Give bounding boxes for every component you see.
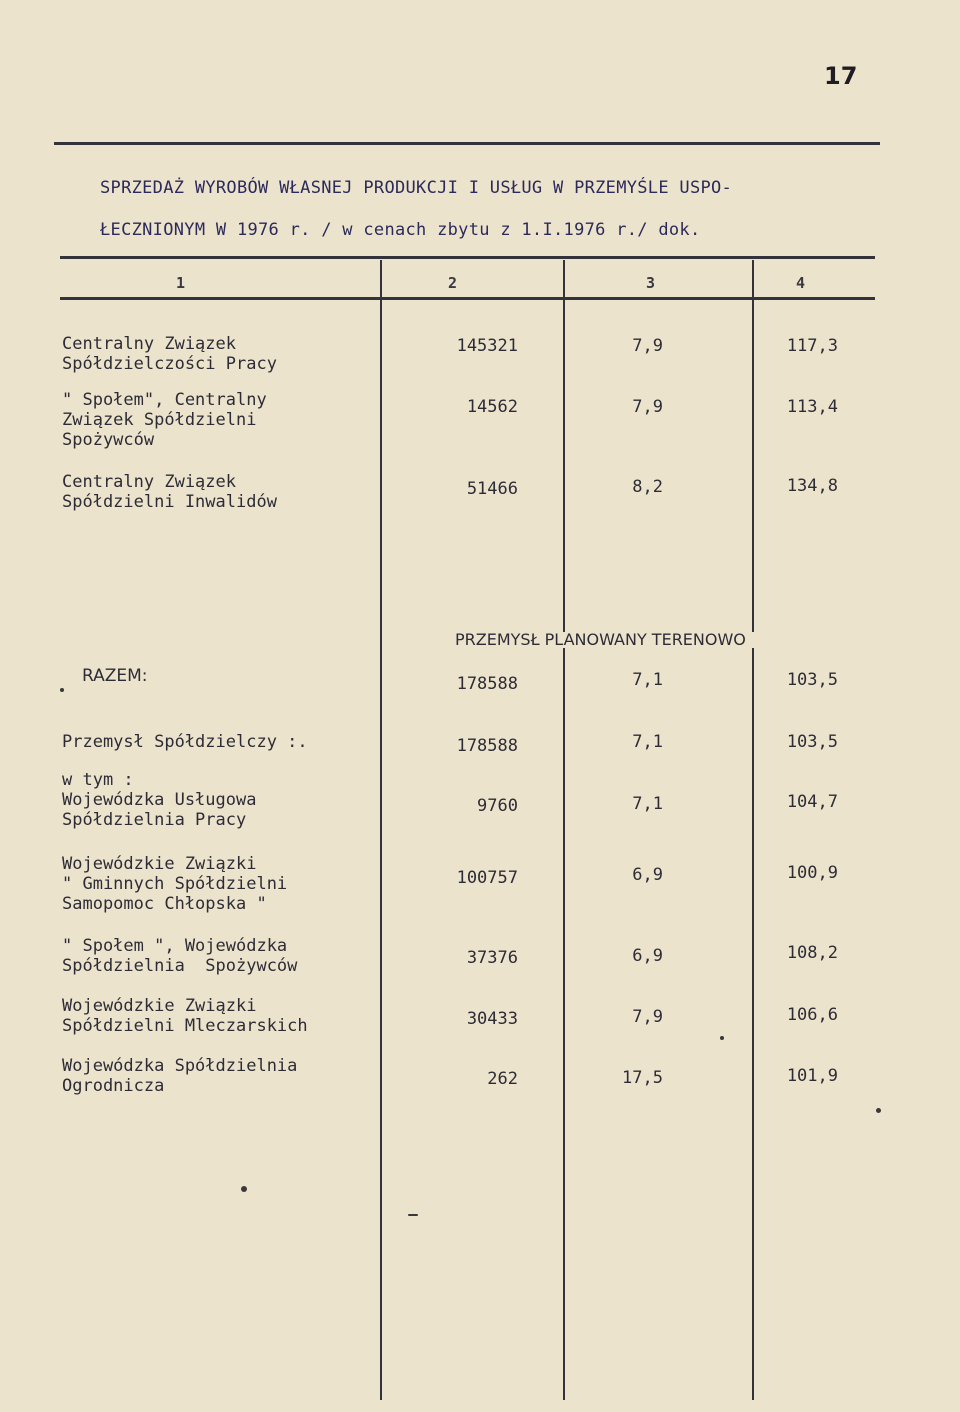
column-number-4: 4 bbox=[796, 274, 806, 292]
total-value-col3: 7,1 bbox=[632, 670, 663, 690]
column-number-1: 1 bbox=[176, 274, 186, 292]
column-divider-2a bbox=[563, 260, 565, 632]
row-value-col3: 7,9 bbox=[632, 397, 663, 417]
row-value-col3: 7,9 bbox=[632, 1007, 663, 1027]
page-number: 17 bbox=[824, 62, 858, 90]
row-value-col3: 7,9 bbox=[632, 336, 663, 356]
column-number-3: 3 bbox=[646, 274, 656, 292]
section-title: PRZEMYSŁ PLANOWANY TERENOWO bbox=[455, 630, 746, 649]
total-value-col4: 103,5 bbox=[786, 670, 838, 690]
paper-speck bbox=[60, 688, 64, 692]
paper-speck bbox=[876, 1108, 881, 1113]
row-value-col2: 30433 bbox=[466, 1009, 518, 1029]
row-value-col4: 113,4 bbox=[786, 397, 838, 417]
row-label: w tym : Wojewódzka Usługowa Spółdzielnia Pracy bbox=[62, 770, 257, 830]
row-value-col2: 178588 bbox=[456, 736, 518, 756]
row-value-col4: 101,9 bbox=[786, 1066, 838, 1086]
row-value-col4: 103,5 bbox=[786, 732, 838, 752]
row-value-col2: 9760 bbox=[477, 796, 518, 816]
row-value-col3: 8,2 bbox=[632, 477, 663, 497]
row-value-col3: 6,9 bbox=[632, 865, 663, 885]
row-label: Wojewódzka Spółdzielnia Ogrodnicza bbox=[62, 1056, 298, 1096]
top-rule bbox=[54, 142, 880, 145]
row-value-col2: 145321 bbox=[456, 336, 518, 356]
row-label: Centralny Związek Spółdzielczości Pracy bbox=[62, 334, 277, 374]
column-divider-1 bbox=[380, 260, 382, 1400]
row-value-col2: 100757 bbox=[456, 868, 518, 888]
row-value-col3: 7,1 bbox=[632, 732, 663, 752]
total-value-col2: 178588 bbox=[456, 674, 518, 694]
row-value-col2: 14562 bbox=[466, 397, 518, 417]
column-number-2: 2 bbox=[448, 274, 458, 292]
row-value-col3: 17,5 bbox=[622, 1068, 663, 1088]
header-top-rule bbox=[60, 256, 875, 259]
row-label: Centralny Związek Spółdzielni Inwalidów bbox=[62, 472, 277, 512]
total-label: RAZEM: bbox=[82, 666, 148, 686]
row-label: Przemysł Spółdzielczy :. bbox=[62, 732, 308, 752]
row-value-col4: 117,3 bbox=[786, 336, 838, 356]
row-value-col4: 134,8 bbox=[786, 476, 838, 496]
row-label: " Społem", Centralny Związek Spółdzielni Spożywców bbox=[62, 390, 267, 450]
row-label: " Społem ", Wojewódzka Spółdzielnia Spożywców bbox=[62, 936, 298, 976]
row-value-col3: 7,1 bbox=[632, 794, 663, 814]
paper-speck bbox=[241, 1186, 247, 1192]
row-value-col2: 37376 bbox=[466, 948, 518, 968]
row-value-col2: 51466 bbox=[466, 479, 518, 499]
row-label: Wojewódzkie Związki Spółdzielni Mleczarskich bbox=[62, 996, 308, 1036]
table-title-line-2: ŁECZNIONYM W 1976 r. / w cenach zbytu z 1.I.1976 r./ dok. bbox=[100, 220, 701, 240]
paper-speck bbox=[720, 1036, 724, 1040]
row-value-col4: 104,7 bbox=[786, 792, 838, 812]
row-value-col2: 262 bbox=[487, 1069, 518, 1089]
row-value-col4: 106,6 bbox=[786, 1005, 838, 1025]
row-value-col4: 100,9 bbox=[786, 863, 838, 883]
column-divider-3a bbox=[752, 260, 754, 632]
row-value-col3: 6,9 bbox=[632, 946, 663, 966]
table-title-line-1: SPRZEDAŻ WYROBÓW WŁASNEJ PRODUKCJI I USŁUG W PRZEMYŚLE USPO- bbox=[100, 178, 733, 198]
paper-speck bbox=[408, 1214, 418, 1216]
row-label: Wojewódzkie Związki " Gminnych Spółdzielni Samopomoc Chłopska " bbox=[62, 854, 288, 914]
row-value-col4: 108,2 bbox=[786, 943, 838, 963]
